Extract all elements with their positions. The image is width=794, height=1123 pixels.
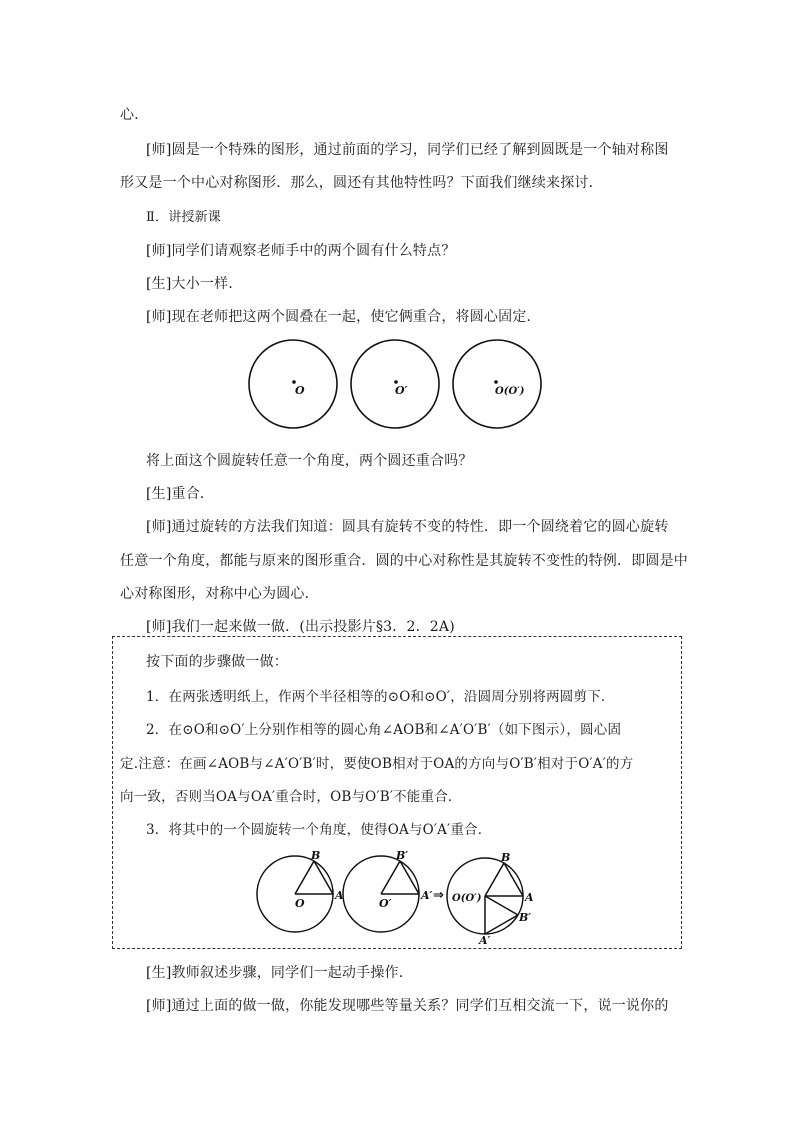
box-line: 2．在⊙O和⊙O′上分别作相等的圆心角∠AOB和∠A′O′B′（如下图示），圆心固 [146,722,622,738]
label-a: A [335,889,344,902]
text-line: [师]同学们请观察老师手中的两个圆有什么特点？ [146,243,456,259]
angle-circles-figure [255,848,545,944]
box-line: 定.注意：在画∠AOB与∠A′O′B′时，要使OB相对于OA的方向与O′B′相对于O′A′的方 [120,756,634,772]
label-a-prime: A′ [479,934,491,944]
text-line: [师]通过旋转的方法我们知道：圆具有旋转不变的特性．即一个圆绕着它的圆心旋转 [146,519,669,535]
box-line: 1．在两张透明纸上，作两个半径相等的⊙O和⊙O′，沿圆周分别将两圆剪下． [146,689,615,705]
label-a: A [525,891,534,904]
implies-arrow: ⇒ [433,888,444,903]
text-line: [师]现在老师把这两个圆叠在一起，使它俩重合，将圆心固定． [146,309,541,325]
center-dot [494,380,498,384]
box-line: 按下面的步骤做一做： [146,654,288,670]
label-a-prime: A′ [421,889,433,902]
label-o-o-prime: O(O′) [452,893,482,904]
label-o-prime: O′ [395,384,408,397]
text-line: 心对称图形，对称中心为圆心． [120,586,319,602]
label-b: B [501,851,511,864]
text-line: [师]圆是一个特殊的图形，通过前面的学习，同学们已经了解到圆既是一个轴对称图 [146,142,669,158]
box-line: 3．将其中的一个圆旋转一个角度，使得OA与O′A′重合． [146,822,492,838]
label-o: O [295,384,305,397]
label-b: B [311,849,321,862]
text-line: [生]重合． [146,486,215,502]
label-b-prime: B′ [519,911,532,924]
label-o-o-prime: O(O′) [495,386,525,397]
label-o: O [295,897,305,910]
circles-figure [245,338,545,430]
text-line: [生]教师叙述步骤，同学们一起动手操作． [146,965,413,981]
text-line: [生]大小一样． [146,276,243,292]
text-line: 将上面这个圆旋转任意一个角度，两个圆还重合吗？ [146,453,473,469]
text-line: 心． [120,107,149,123]
circle-o [249,340,337,428]
text-line: [师]通过上面的做一做，你能发现哪些等量关系？同学们互相交流一下，说一说你的 [146,998,669,1014]
text-line: 任意一个角度，都能与原来的图形重合．圆的中心对称性是其旋转不变性的特例．即圆是中 [120,553,688,569]
section-heading: Ⅱ．讲授新课 [146,210,222,225]
label-o-prime: O′ [379,897,392,910]
label-b-prime: B′ [396,849,409,862]
circle-overlap [453,340,541,428]
text-line: 形又是一个中心对称图形．那么，圆还有其他特性吗？下面我们继续来探讨． [120,175,603,191]
box-line: 向一致，否则当OA与OA′重合时，OB与O′B′不能重合． [120,789,462,805]
text-line: [师]我们一起来做一做．(出示投影片§3．2．2A) [146,619,455,635]
